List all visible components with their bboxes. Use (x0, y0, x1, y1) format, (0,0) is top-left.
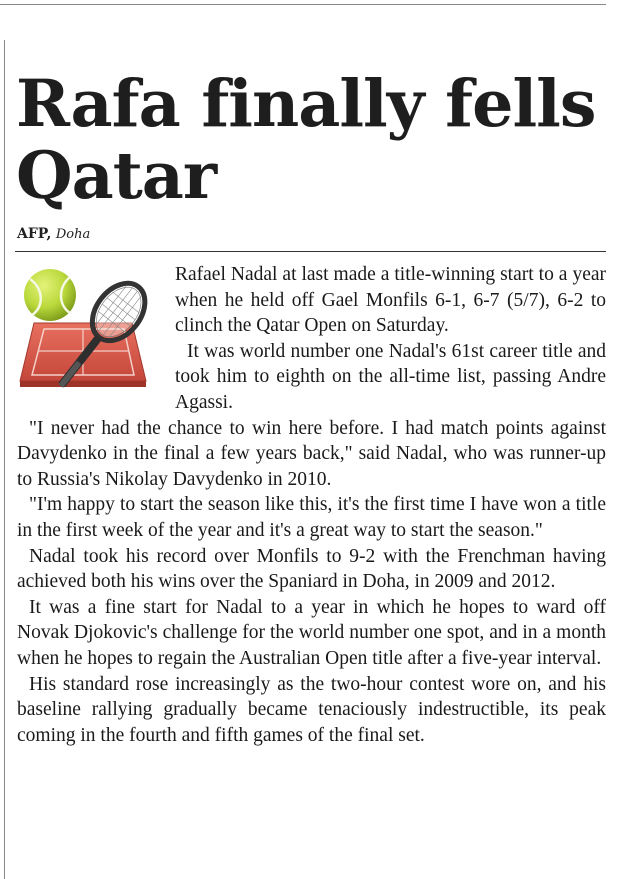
image-float-spacer (17, 262, 175, 413)
headline: Rafa finally fells Qatar (16, 65, 596, 214)
paragraph-6: It was a fine start for Nadal to a year in which he hopes to ward off Novak Djokovic's challenge for the world number one spot, and in a month when he hopes to regain the Australian Open title after a five-year interval. (17, 596, 606, 669)
byline-agency: AFP, (17, 226, 52, 242)
paragraph-2: It was world number one Nadal's 61st career title and took him to eighth on the all-time list, passing Andre Agassi. (175, 340, 606, 413)
byline-rule (15, 251, 606, 252)
top-rule (0, 4, 606, 5)
paragraph-5: Nadal took his record over Monfils to 9-2 with the Frenchman having achieved both his wins over the Spaniard in Doha, in 2009 and 2012. (17, 545, 606, 593)
left-column-rule (4, 40, 5, 879)
paragraph-1: Rafael Nadal at last made a title-winning start to a year when he held off Gael Monfils 6-1, 6-7 (5/7), 6-2 to clinch the Qatar Open on Saturday. (175, 264, 606, 337)
byline-place: Doha (55, 227, 91, 242)
paragraph-4: "I'm happy to start the season like this, it's the first time I have won a title in the first week of the year and it's a great way to start the season." (17, 494, 606, 541)
article-body (17, 262, 606, 748)
paragraph-7: His standard rose increasingly as the two-hour contest wore on, and his baseline rallying gradually became tenaciously indestructible, its peak coming in the fourth and fifth games of the final set. (17, 673, 606, 746)
byline (17, 226, 90, 242)
paragraph-3: "I never had the chance to win here before. I had match points against Davydenko in the final a few years back," said Nadal, who was runner-up to Russia's Nikolay Davydenko in 2010. (17, 417, 606, 490)
